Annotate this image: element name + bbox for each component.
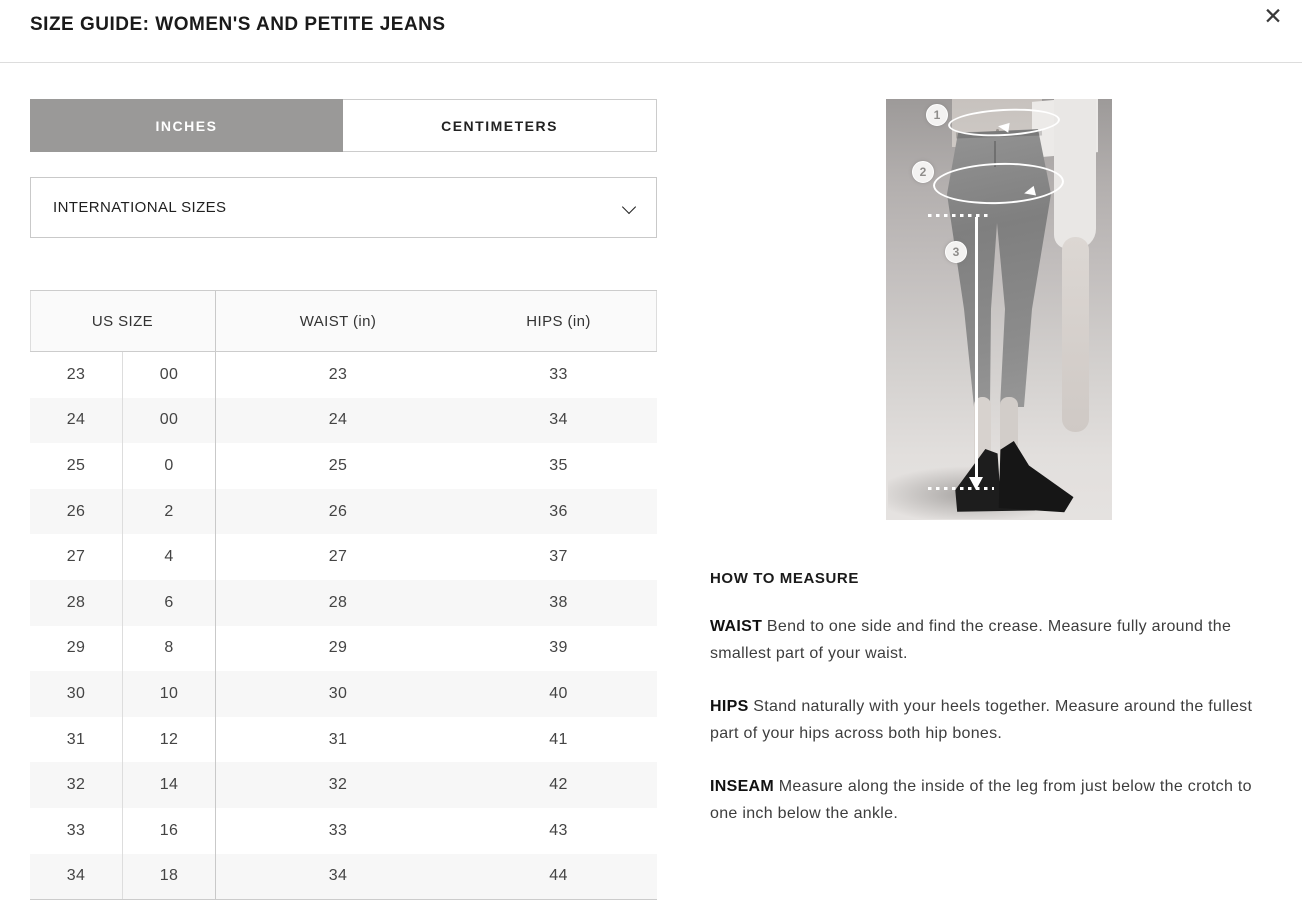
us-size-numeric-cell: 33 xyxy=(66,821,86,839)
waist-cell: 25 xyxy=(215,443,460,489)
us-size-numeric-cell: 23 xyxy=(66,365,86,383)
hips-cell: 34 xyxy=(549,411,568,429)
hips-cell: 37 xyxy=(549,548,568,566)
us-size-alpha-cell: 00 xyxy=(122,352,215,398)
table-row xyxy=(30,352,657,398)
us-size-numeric-cell: 24 xyxy=(66,411,86,429)
hips-cell: 42 xyxy=(549,776,568,794)
waist-header: WAIST (in) xyxy=(215,291,460,351)
waist-cell: 32 xyxy=(215,762,460,808)
table-row xyxy=(30,762,657,808)
waist-cell: 34 xyxy=(215,854,460,900)
us-size-alpha-cell: 16 xyxy=(122,808,215,854)
table-row xyxy=(30,671,657,717)
hips-cell: 36 xyxy=(549,502,568,520)
ankle-dotted-line xyxy=(928,487,994,490)
table-row xyxy=(30,580,657,626)
inseam-measure-line xyxy=(975,217,978,479)
us-size-alpha-cell: 6 xyxy=(122,580,215,626)
us-size-alpha-cell: 8 xyxy=(122,626,215,672)
us-size-numeric-cell: 31 xyxy=(66,730,86,748)
us-size-header: US SIZE xyxy=(91,312,154,330)
page-title: SIZE GUIDE: WOMEN'S AND PETITE JEANS xyxy=(30,13,446,35)
hips-cell: 44 xyxy=(549,867,568,885)
us-size-numeric-cell: 28 xyxy=(66,593,86,611)
how-to-measure-heading: HOW TO MEASURE xyxy=(710,570,859,587)
dropdown-selected-label: INTERNATIONAL SIZES xyxy=(53,199,227,216)
us-size-numeric-cell: 32 xyxy=(66,776,86,794)
inseam-instruction xyxy=(710,774,1265,827)
waist-cell: 30 xyxy=(215,671,460,717)
hips-cell: 41 xyxy=(549,730,568,748)
measure-badge-1: 1 xyxy=(926,104,948,126)
table-row xyxy=(30,626,657,672)
hips-cell: 39 xyxy=(549,639,568,657)
tab-centimeters[interactable]: CENTIMETERS xyxy=(343,99,657,152)
international-sizes-dropdown[interactable] xyxy=(30,177,657,238)
table-row xyxy=(30,489,657,535)
hips-cell: 38 xyxy=(549,593,568,611)
hips-header: HIPS (in) xyxy=(526,312,591,330)
unit-tabs xyxy=(30,99,657,152)
modal-header xyxy=(0,0,1302,62)
how-to-measure-section xyxy=(710,570,1265,843)
us-size-numeric-cell: 30 xyxy=(66,684,86,702)
waist-instruction xyxy=(710,614,1265,667)
header-divider xyxy=(0,62,1302,63)
photo-arm xyxy=(1062,237,1089,432)
hips-cell: 40 xyxy=(549,684,568,702)
waist-cell: 23 xyxy=(215,352,460,398)
us-size-numeric-cell: 34 xyxy=(66,867,86,885)
hips-cell: 35 xyxy=(549,456,568,474)
waist-cell: 29 xyxy=(215,626,460,672)
waist-cell: 24 xyxy=(215,398,460,444)
hips-term: HIPS xyxy=(710,698,749,715)
waist-cell: 31 xyxy=(215,717,460,763)
waist-arrow-icon xyxy=(997,121,1009,132)
hips-cell: 43 xyxy=(549,821,568,839)
table-row xyxy=(30,534,657,580)
us-size-numeric-cell: 26 xyxy=(66,502,86,520)
us-size-numeric-cell: 27 xyxy=(66,548,86,566)
measurement-photo xyxy=(886,99,1112,520)
hips-instruction xyxy=(710,694,1265,747)
table-row xyxy=(30,443,657,489)
size-guide-left-column xyxy=(30,99,657,900)
waist-term: WAIST xyxy=(710,618,763,635)
waist-cell: 27 xyxy=(215,534,460,580)
us-size-alpha-cell: 10 xyxy=(122,671,215,717)
size-table-body xyxy=(30,352,657,899)
table-row xyxy=(30,808,657,854)
tab-inches[interactable]: INCHES xyxy=(30,99,343,152)
waist-cell: 28 xyxy=(215,580,460,626)
hips-text: Stand naturally with your heels together. Measure around the fullest part of your hips across both hip bones. xyxy=(710,698,1253,742)
us-size-alpha-cell: 14 xyxy=(122,762,215,808)
inseam-text: Measure along the inside of the leg from just below the crotch to one inch below the ankle. xyxy=(710,778,1252,822)
inseam-term: INSEAM xyxy=(710,778,775,795)
measure-badge-3: 3 xyxy=(945,241,967,263)
us-size-alpha-cell: 2 xyxy=(122,489,215,535)
table-row xyxy=(30,398,657,444)
waist-cell: 26 xyxy=(215,489,460,535)
us-size-alpha-cell: 00 xyxy=(122,398,215,444)
us-size-alpha-cell: 12 xyxy=(122,717,215,763)
table-row xyxy=(30,717,657,763)
chevron-down-icon xyxy=(622,200,636,214)
waist-text: Bend to one side and find the crease. Measure fully around the smallest part of your waist. xyxy=(710,618,1232,662)
close-icon[interactable]: ✕ xyxy=(1257,0,1289,32)
size-table-header xyxy=(30,291,657,352)
us-size-alpha-cell: 4 xyxy=(122,534,215,580)
hips-cell: 33 xyxy=(549,365,568,383)
us-size-numeric-cell: 29 xyxy=(66,639,86,657)
us-size-alpha-cell: 18 xyxy=(122,854,215,900)
us-size-numeric-cell: 25 xyxy=(66,456,86,474)
table-row xyxy=(30,854,657,900)
waist-cell: 33 xyxy=(215,808,460,854)
crotch-dotted-line xyxy=(928,214,992,217)
size-table xyxy=(30,290,657,900)
measure-badge-2: 2 xyxy=(912,161,934,183)
us-size-alpha-cell: 0 xyxy=(122,443,215,489)
